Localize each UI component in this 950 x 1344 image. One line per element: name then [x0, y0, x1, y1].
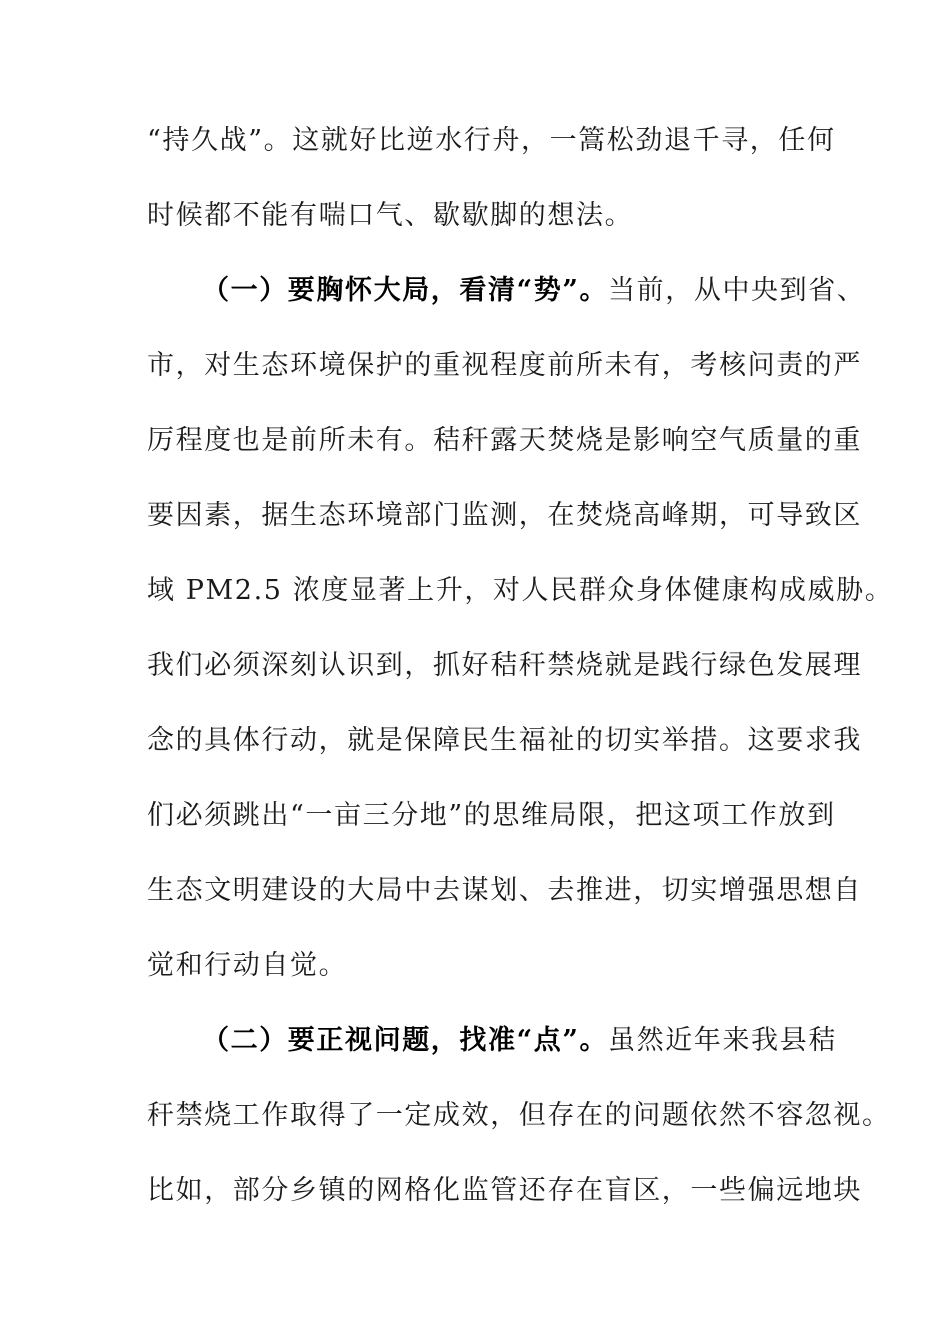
paragraph-line: 时候都不能有喘口气、歇歇脚的想法。 [147, 200, 634, 231]
paragraph-line: 我们必须深刻认识到，抓好秸秆禁烧就是践行绿色发展理 [147, 650, 862, 681]
section-heading-2: （二）要正视问题，找准“点”。 [202, 1025, 609, 1056]
paragraph-line: 们必须跳出“一亩三分地”的思维局限，把这项工作放到 [147, 800, 836, 831]
paragraph-line: 厉程度也是前所未有。秸秆露天焚烧是影响空气质量的重 [147, 425, 862, 456]
paragraph-line: 市，对生态环境保护的重视程度前所未有，考核问责的严 [147, 350, 862, 381]
paragraph-text: 虽然近年来我县秸 [608, 1025, 837, 1056]
paragraph-line: 念的具体行动，就是保障民生福祉的切实举措。这要求我 [147, 725, 862, 756]
paragraph-line: 比如，部分乡镇的网格化监管还存在盲区，一些偏远地块 [147, 1175, 862, 1206]
paragraph-first-line [202, 275, 866, 307]
paragraph-line: 要因素，据生态环境部门监测，在焚烧高峰期，可导致区 [147, 500, 862, 531]
paragraph-first-line [202, 1025, 862, 1057]
paragraph-line: 域 PM2.5 浓度显著上升，对人民群众身体健康构成威胁。 [147, 575, 894, 606]
paragraph-line: 生态文明建设的大局中去谋划、去推进，切实增强思想自 [147, 875, 862, 906]
section-heading-1: （一）要胸怀大局，看清“势”。 [202, 275, 609, 306]
paragraph-line: 觉和行动自觉。 [147, 950, 348, 981]
paragraph-text: 当前，从中央到省、 [608, 275, 866, 306]
paragraph-line: 秆禁烧工作取得了一定成效，但存在的问题依然不容忽视。 [147, 1100, 891, 1131]
paragraph-line: “持久战”。这就好比逆水行舟，一篙松劲退千寻，任何 [147, 125, 836, 156]
